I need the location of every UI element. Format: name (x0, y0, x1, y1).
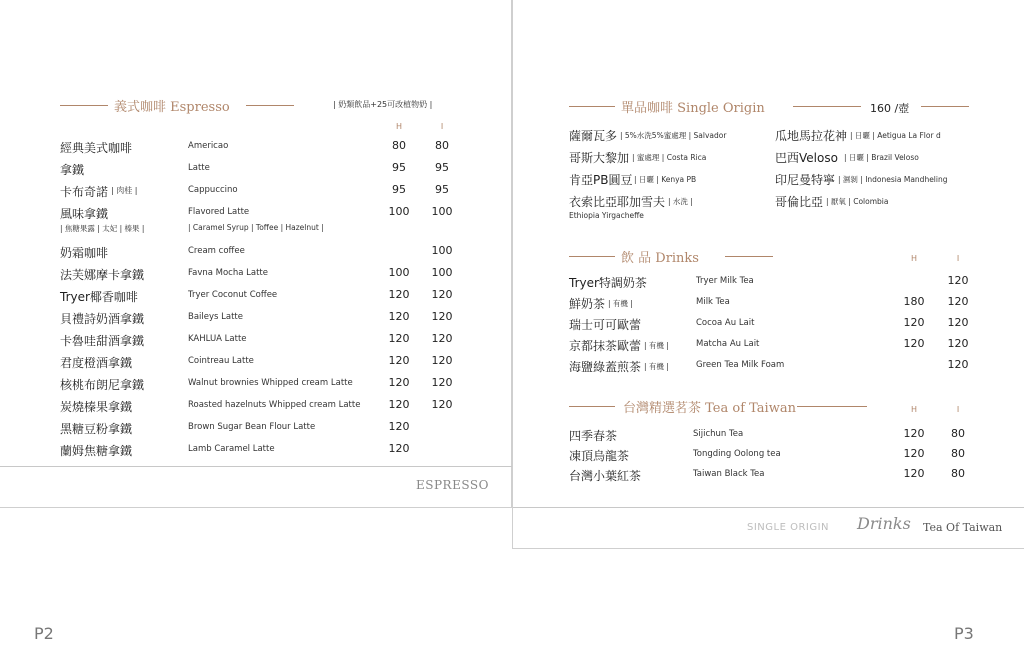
single-origin-name: 衣索比亞耶加雪夫 (569, 195, 666, 209)
item-name-zh: 卡魯哇甜酒拿鐵 (60, 334, 145, 348)
tea-name-zh: 台灣小葉紅茶 (569, 469, 642, 483)
tea-name-zh: 凍頂烏龍茶 (569, 449, 630, 463)
taiwan-tea-title: 台灣精選茗茶 Tea of Taiwan (623, 401, 796, 416)
price-hot: 120 (388, 332, 410, 345)
drinks-col-i: I (956, 254, 960, 263)
price-iced: 80 (951, 467, 965, 480)
price-iced: 120 (947, 358, 969, 371)
drink-name-zh: 瑞士可可歐蕾 (569, 318, 642, 332)
footer-divider (0, 466, 512, 467)
col-i-label: I (440, 122, 444, 131)
drink-name-en: Matcha Au Lait (696, 339, 760, 349)
item-name-en: Flavored Latte (188, 207, 250, 217)
plant-milk-note: | 奶類飲品+25可改植物奶 | (333, 100, 433, 109)
price-hot: 180 (903, 295, 925, 308)
price-iced: 120 (431, 288, 453, 301)
tea-name-zh: 四季春茶 (569, 429, 618, 443)
price-iced: 95 (435, 161, 449, 174)
price-iced: 120 (431, 332, 453, 345)
item-name-en: Latte (188, 163, 210, 173)
single-origin-desc: | 5%水洗5%蜜處理 | Salvador (620, 131, 727, 140)
price-hot: 120 (903, 427, 925, 440)
drink-name-en: Green Tea Milk Foam (696, 360, 785, 370)
drinks-rule-left (569, 256, 615, 257)
price-hot: 120 (388, 376, 410, 389)
single-origin-desc: | 日曬 | Brazil Veloso (844, 153, 919, 162)
price-iced: 120 (431, 354, 453, 367)
title-rule-right (246, 105, 294, 106)
item-name-en: Favna Mocha Latte (188, 268, 268, 278)
price-iced: 80 (435, 139, 449, 152)
price-hot: 120 (388, 398, 410, 411)
item-name-en: Cointreau Latte (188, 356, 254, 366)
drink-option: | 有機 | (644, 341, 669, 350)
item-name-zh: 蘭姆焦糖拿鐵 (60, 444, 133, 458)
item-name-en: Lamb Caramel Latte (188, 444, 275, 454)
flavor-options-zh: | 焦糖果露 | 太妃 | 榛果 | (60, 224, 145, 233)
item-name-en: Brown Sugar Bean Flour Latte (188, 422, 316, 432)
footer-single-origin: SINGLE ORIGIN (747, 522, 830, 533)
price-hot: 95 (392, 183, 406, 196)
price-iced: 120 (431, 376, 453, 389)
price-iced: 120 (431, 398, 453, 411)
drink-name-zh: 京都抹茶歐蕾 (569, 339, 642, 353)
tea-name-en: Sijichun Tea (693, 429, 744, 439)
single-origin-name: 瓜地馬拉花神 (775, 129, 848, 143)
price-hot: 100 (388, 266, 410, 279)
drinks-col-h: H (910, 254, 917, 263)
price-hot: 120 (903, 447, 925, 460)
price-iced: 100 (431, 266, 453, 279)
price-hot: 120 (388, 354, 410, 367)
price-iced: 120 (431, 310, 453, 323)
espresso-footer-label: ESPRESSO (416, 478, 489, 492)
item-name-en: Americao (188, 141, 229, 151)
title-rule-left (60, 105, 108, 106)
price-iced: 80 (951, 447, 965, 460)
price-iced: 100 (431, 244, 453, 257)
item-name-en: Walnut brownies Whipped cream Latte (188, 378, 353, 388)
menu-page-right (512, 0, 1024, 549)
single-origin-name: 哥倫比亞 (775, 195, 824, 209)
price-hot: 120 (903, 316, 925, 329)
item-name-zh: 貝禮詩奶酒拿鐵 (60, 312, 145, 326)
footer-drinks-script: Drinks (857, 514, 911, 533)
single-origin-name: 肯亞PB圓豆 (569, 173, 633, 187)
price-hot: 120 (388, 288, 410, 301)
item-name-en: Baileys Latte (188, 312, 243, 322)
price-hot: 95 (392, 161, 406, 174)
price-hot: 100 (388, 205, 410, 218)
price-hot: 80 (392, 139, 406, 152)
single-origin-price: 160 /壺 (870, 102, 910, 115)
price-iced: 120 (947, 295, 969, 308)
item-name-zh: 卡布奇諾 (60, 185, 109, 199)
tea-col-i: I (956, 405, 960, 414)
single-origin-name: 印尼曼特寧 (775, 173, 836, 187)
drink-name-zh: 鮮奶茶 (569, 297, 606, 311)
single-origin-desc: | 日曬 | Aetigua La Flor d (850, 131, 941, 140)
price-iced: 120 (947, 337, 969, 350)
item-name-en: Cappuccino (188, 185, 238, 195)
espresso-title: 義式咖啡 Espresso (114, 100, 230, 115)
drink-option: | 有機 | (644, 362, 669, 371)
price-iced: 120 (947, 274, 969, 287)
price-hot: 120 (903, 337, 925, 350)
item-name-zh: Tryer椰香咖啡 (60, 290, 138, 304)
col-h-label: H (395, 122, 402, 131)
drink-name-en: Cocoa Au Lait (696, 318, 755, 328)
page-number-right: P3 (954, 624, 974, 643)
item-option: | 肉桂 | (111, 186, 138, 195)
drinks-title: 飲 品 Drinks (621, 251, 699, 266)
drinks-rule-right (725, 256, 773, 257)
single-origin-name: 巴西Veloso (775, 151, 838, 165)
menu-page-left (0, 0, 512, 508)
price-hot: 120 (388, 442, 410, 455)
tea-rule-left (569, 406, 615, 407)
drink-name-en: Tryer Milk Tea (696, 276, 754, 286)
single-origin-sub: Ethiopia Yirgacheffe (569, 211, 644, 220)
price-hot: 120 (903, 467, 925, 480)
item-name-zh: 風味拿鐵 (60, 207, 109, 221)
drink-option: | 有機 | (608, 299, 633, 308)
item-name-en: Cream coffee (188, 246, 245, 256)
single-origin-name: 薩爾瓦多 (569, 129, 618, 143)
footer-tea-of-taiwan: Tea Of Taiwan (923, 521, 1003, 534)
drink-name-zh: 海鹽綠蓋煎茶 (569, 360, 642, 374)
price-hot: 120 (388, 310, 410, 323)
item-name-zh: 經典美式咖啡 (60, 141, 133, 155)
drink-name-en: Milk Tea (696, 297, 730, 307)
item-name-zh: 核桃布朗尼拿鐵 (60, 378, 145, 392)
flavor-options-en: | Caramel Syrup | Toffee | Hazelnut | (188, 223, 324, 232)
price-iced: 80 (951, 427, 965, 440)
single-origin-desc: | 水洗 | (668, 197, 693, 206)
page-number-left: P2 (34, 624, 54, 643)
item-name-zh: 法芙娜摩卡拿鐵 (60, 268, 145, 282)
single-origin-desc: | 日曬 | Kenya PB (634, 175, 697, 184)
price-hot: 120 (388, 420, 410, 433)
single-origin-desc: | 濕剝 | Indonesia Mandheling (838, 175, 948, 184)
item-name-en: Tryer Coconut Coffee (188, 290, 278, 300)
item-name-zh: 君度橙酒拿鐵 (60, 356, 133, 370)
price-iced: 95 (435, 183, 449, 196)
single-origin-name: 哥斯大黎加 (569, 151, 630, 165)
single-origin-desc: | 蜜處理 | Costa Rica (632, 153, 707, 162)
item-name-zh: 炭燒榛果拿鐵 (60, 400, 133, 414)
item-name-zh: 拿鐵 (60, 163, 85, 177)
item-name-en: KAHLUA Latte (188, 334, 247, 344)
price-iced: 100 (431, 205, 453, 218)
single-origin-title: 單品咖啡 Single Origin (621, 101, 765, 116)
item-name-zh: 黑糖豆粉拿鐵 (60, 422, 133, 436)
tea-name-en: Taiwan Black Tea (693, 469, 765, 479)
so-rule-left (569, 106, 615, 107)
item-name-en: Roasted hazelnuts Whipped cream Latte (188, 400, 361, 410)
single-origin-desc: | 厭氧 | Colombia (826, 197, 889, 206)
so-rule-mid (793, 106, 861, 107)
tea-col-h: H (910, 405, 917, 414)
tea-rule-right (797, 406, 867, 407)
tea-name-en: Tongding Oolong tea (693, 449, 781, 459)
item-name-zh: 奶霜咖啡 (60, 246, 109, 260)
so-rule-right (921, 106, 969, 107)
drink-name-zh: Tryer特調奶茶 (569, 276, 647, 290)
price-iced: 120 (947, 316, 969, 329)
footer-divider-right (513, 507, 1024, 508)
